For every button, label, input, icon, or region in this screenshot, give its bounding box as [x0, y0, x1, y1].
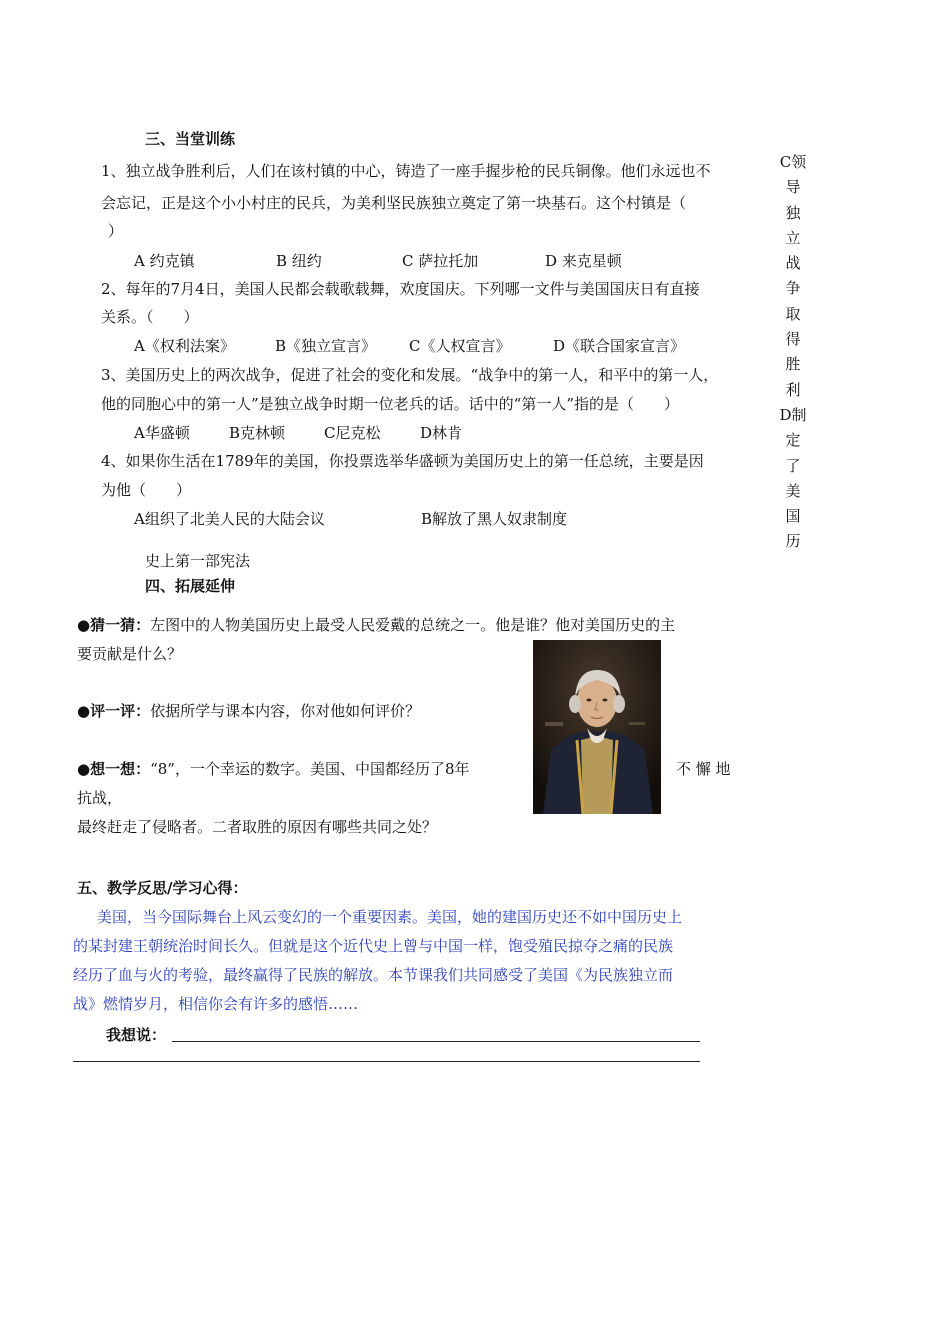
side-char: 美	[785, 481, 801, 500]
think-line1	[77, 758, 470, 779]
washington-portrait-image	[533, 640, 661, 814]
side-char: 取	[785, 304, 801, 323]
reflection-line4: 战》燃情岁月，相信你会有许多的感悟……	[73, 995, 359, 1013]
q2-option-c: C《人权宣言》	[409, 337, 511, 355]
q3-option-a: A华盛顿	[134, 424, 190, 442]
guess-text: 左图中的人物美国历史上最受人民爱戴的总统之一。他是谁？他对美国历史的主	[150, 616, 676, 634]
q4-option-b: B解放了黑人奴隶制度	[421, 510, 568, 528]
q3-option-b: B克林顿	[229, 424, 286, 442]
side-char: 利	[785, 380, 801, 399]
think-line2: 抗战，	[77, 789, 123, 807]
q1-option-c: C 萨拉托加	[402, 252, 479, 270]
q1-option-d: D 来克星顿	[545, 252, 622, 270]
think-label: ●想一想：	[77, 760, 151, 778]
side-char: 胜	[785, 355, 801, 374]
q4-option-a: A组织了北美人民的大陆会议	[134, 510, 325, 528]
q1-option-a: A 约克镇	[134, 252, 195, 270]
answer-line-1[interactable]	[172, 1041, 700, 1042]
side-char: 导	[785, 178, 801, 197]
q2-option-d: D《联合国家宣言》	[553, 337, 686, 355]
think-right-text: 不 懈 地	[676, 760, 731, 778]
q1-line2: 会忘记，正是这个小小村庄的民兵，为美利坚民族独立奠定了第一块基石。这个村镇是（	[101, 194, 687, 212]
reflection-line3: 经历了血与火的考验，最终赢得了民族的解放。本节课我们共同感受了美国《为民族独立而	[73, 966, 674, 984]
q1-line1: 1、独立战争胜利后，人们在该村镇的中心，铸造了一座手握步枪的民兵铜像。他们永远也不	[101, 162, 711, 180]
q1-option-b: B 纽约	[276, 252, 322, 270]
comment-label: ●评一评：	[77, 702, 151, 720]
q2-line1: 2、每年的7月4日，美国人民都会载歌载舞，欢度国庆。下列哪一文件与美国国庆日有直接	[101, 280, 700, 298]
think-line3: 最终赶走了侵略者。二者取胜的原因有哪些共同之处？	[77, 818, 438, 836]
guess-label: ●猜一猜：	[77, 616, 151, 634]
q3-line1: 3、美国历史上的两次战争，促进了社会的变化和发展。“战争中的第一人，和平中的第一人，	[101, 366, 719, 384]
section3-heading: 三、当堂训练	[145, 130, 236, 148]
side-char: D制	[779, 405, 807, 424]
portrait-drawing	[533, 640, 661, 814]
vertical-side-text	[778, 150, 808, 555]
think-text: “8”，一个幸运的数字。美国、中国都经历了8年	[150, 760, 470, 778]
q4-continuation: 史上第一部宪法	[145, 552, 251, 570]
q3-option-c: C尼克松	[324, 424, 381, 442]
section4-heading: 四、拓展延伸	[145, 577, 236, 595]
q3-option-d: D林肯	[420, 424, 463, 442]
q4-line1: 4、如果你生活在1789年的美国，你投票选举华盛顿为美国历史上的第一任总统，主要是因	[101, 452, 704, 470]
q2-option-a: A《权利法案》	[134, 337, 235, 355]
side-char: 了	[785, 456, 801, 475]
q2-line2: 关系。（ ）	[101, 308, 199, 326]
q2-option-b: B《独立宣言》	[275, 337, 377, 355]
side-char: 立	[785, 228, 801, 247]
side-char: 得	[785, 330, 801, 349]
answer-line-2[interactable]	[73, 1061, 700, 1062]
reflection-line1: 美国，当今国际舞台上风云变幻的一个重要因素。美国，她的建国历史还不如中国历史上	[97, 908, 683, 926]
comment-line	[77, 700, 420, 721]
section5-heading: 五、教学反思/学习心得：	[77, 879, 248, 897]
guess-line2: 要贡献是什么？	[77, 645, 183, 663]
side-char: 战	[785, 254, 801, 273]
comment-text: 依据所学与课本内容，你对他如何评价？	[150, 702, 421, 720]
q4-line2: 为他（ ）	[101, 481, 192, 499]
say-label: 我想说：	[106, 1026, 167, 1044]
guess-line1	[77, 614, 675, 635]
side-char: 定	[785, 431, 801, 450]
q1-line3: ）	[108, 222, 124, 240]
side-char: 国	[785, 507, 801, 526]
side-char: 争	[785, 279, 801, 298]
reflection-line2: 的某封建王朝统治时间长久。但就是这个近代史上曾与中国一样，饱受殖民掠夺之痛的民族	[73, 937, 674, 955]
side-char: 历	[785, 532, 801, 551]
q3-line2: 他的同胞心中的第一人”是独立战争时期一位老兵的话。话中的“第一人”指的是（ ）	[101, 395, 680, 413]
side-char: 独	[785, 203, 801, 222]
side-char: C领	[779, 153, 807, 171]
